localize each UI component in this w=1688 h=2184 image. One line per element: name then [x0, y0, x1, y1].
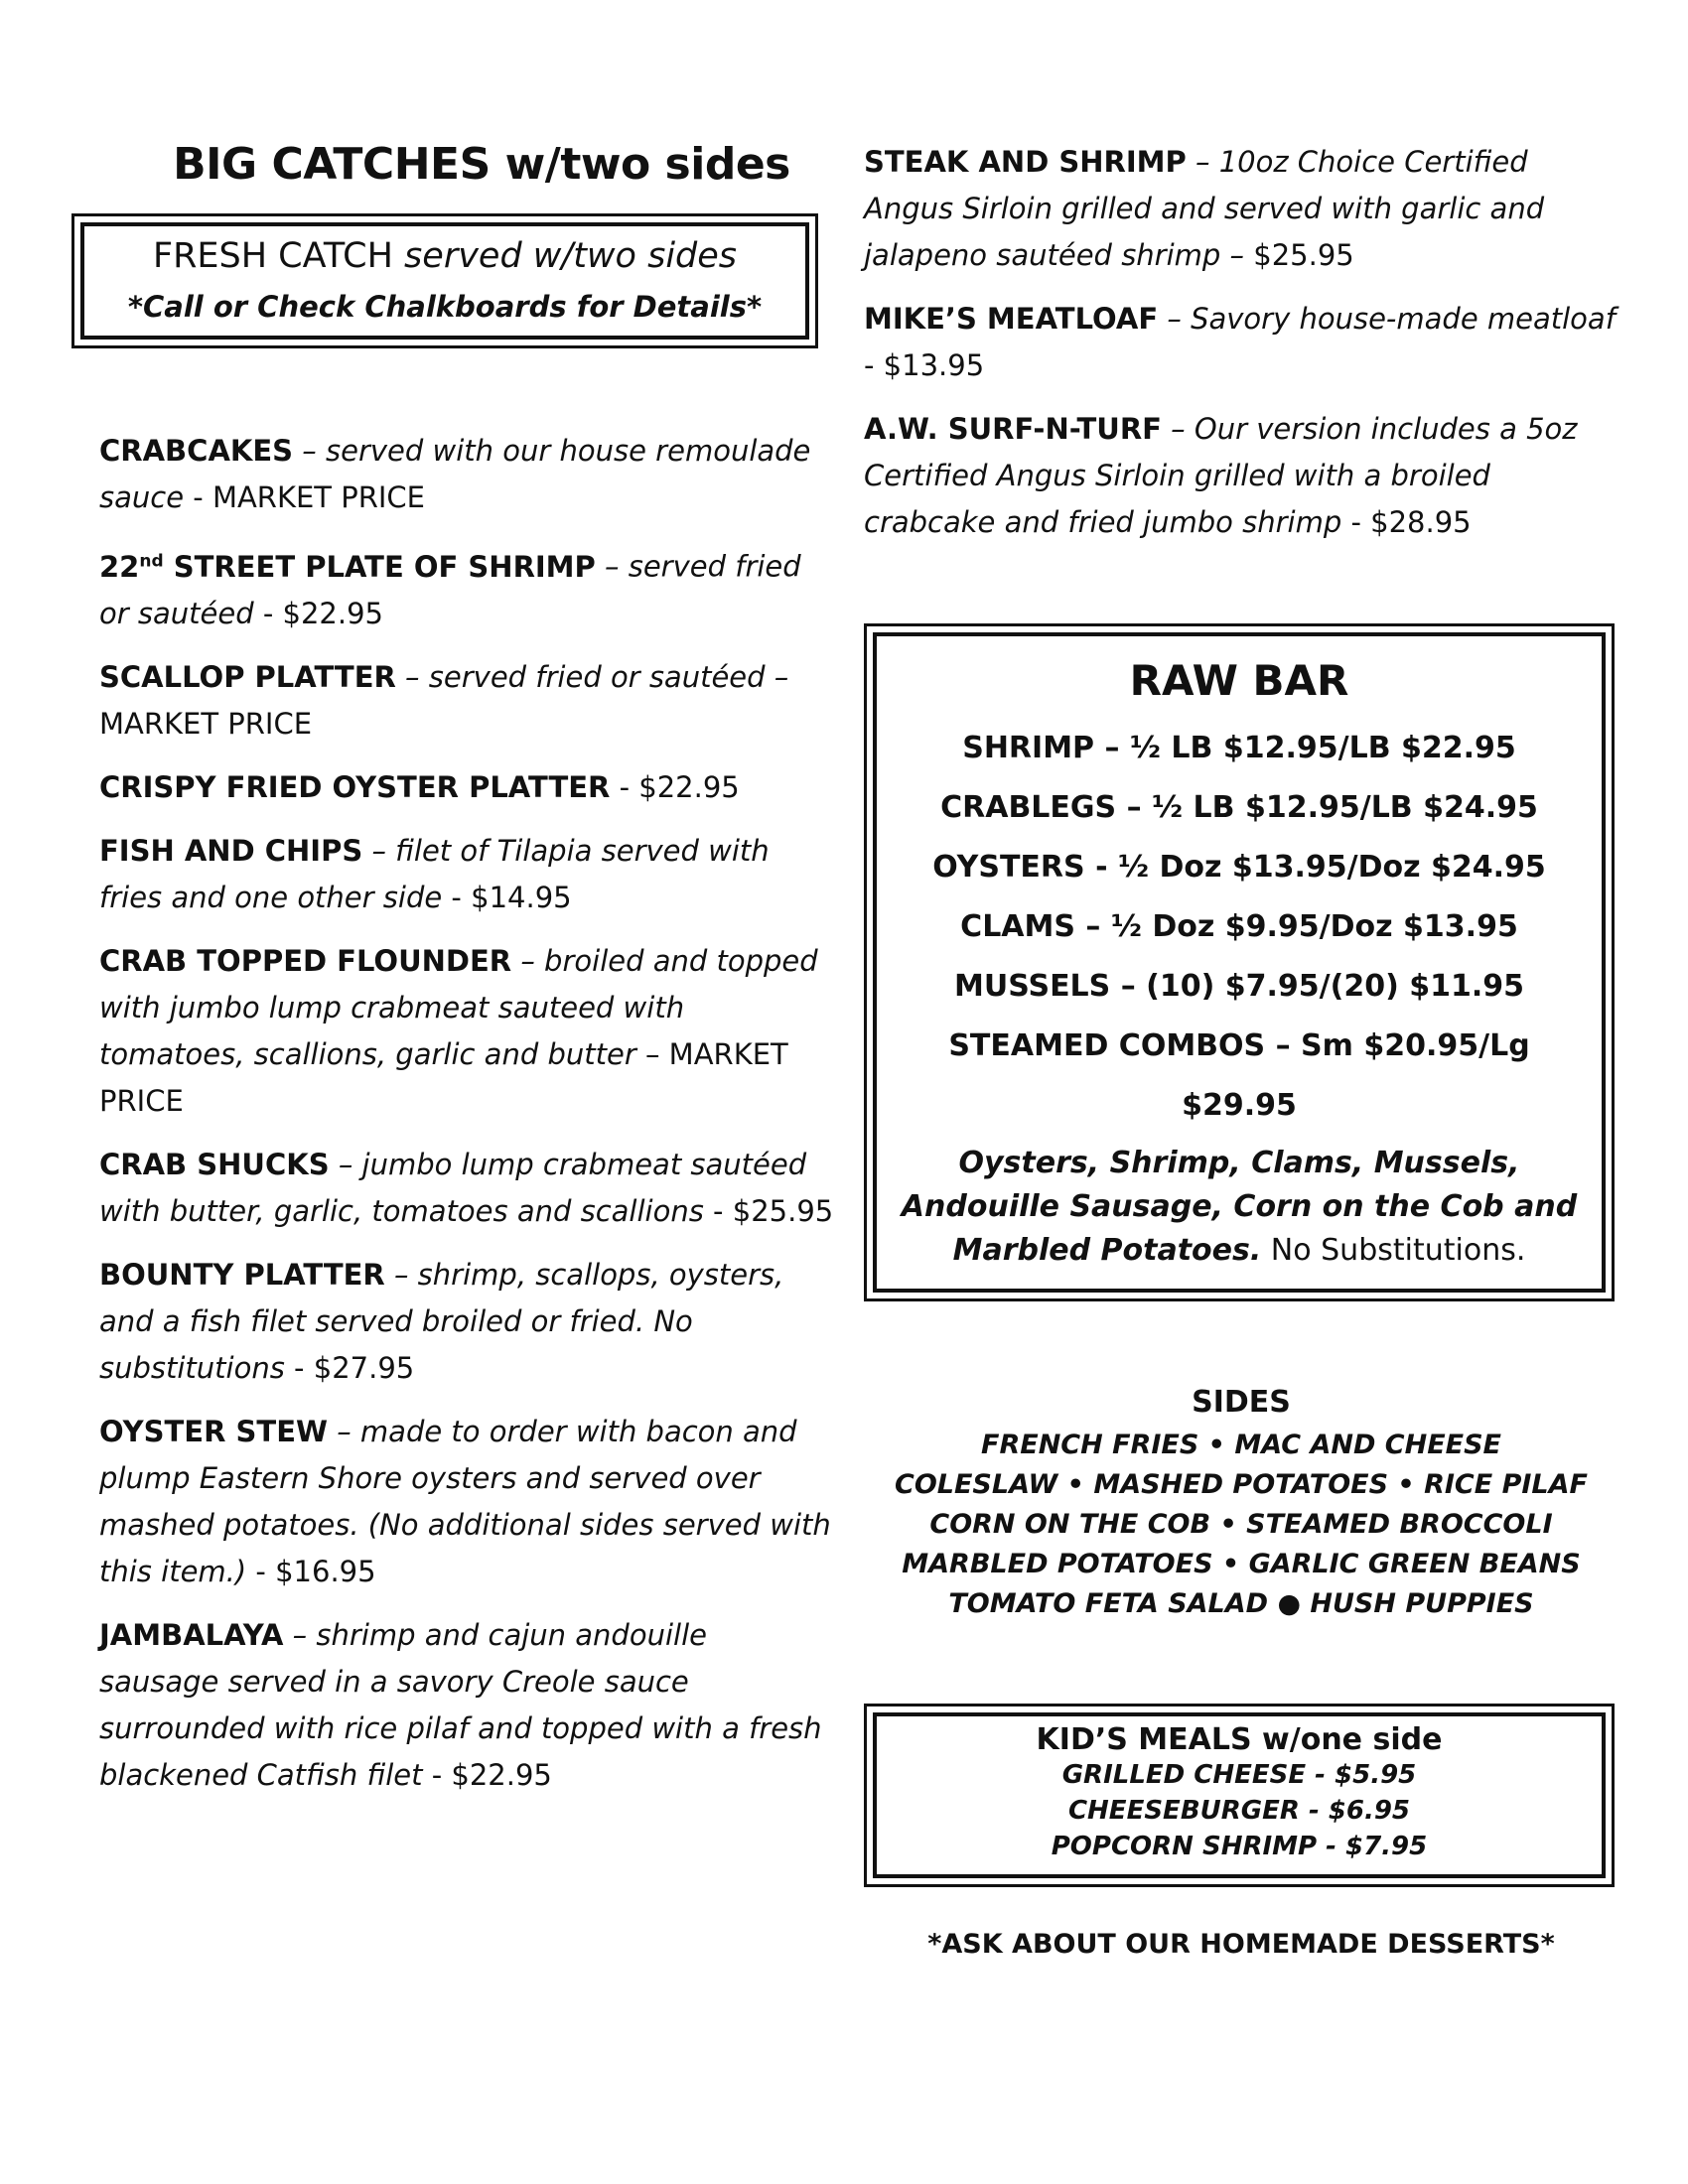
item-desc: – shrimp, scallops, oysters, and a fish filet served broiled or fried. No substitutions	[99, 1257, 784, 1385]
sides-line: MARBLED POTATOES • GARLIC GREEN BEANS	[902, 1549, 1581, 1579]
item-name: FISH AND CHIPS	[99, 833, 363, 868]
fresh-catch-name: FRESH CATCH	[152, 236, 393, 276]
item-price: - $25.95	[703, 1193, 834, 1228]
sides-line: TOMATO FETA SALAD ● HUSH PUPPIES	[948, 1588, 1534, 1619]
item-name: MIKE’S MEATLOAF	[864, 302, 1159, 336]
item-name: BOUNTY PLATTER	[99, 1257, 385, 1292]
item-name-rest: STREET PLATE OF SHRIMP	[163, 549, 596, 584]
raw-bar-box	[864, 623, 1615, 1301]
item-price: MARKET PRICE	[99, 706, 313, 741]
raw-bar-line: CLAMS – ½ Doz $9.95/Doz $13.95	[960, 909, 1518, 944]
menu-item-scallop-platter	[99, 654, 834, 748]
kids-meals-title: KID’S MEALS w/one side	[1036, 1722, 1443, 1757]
kids-meal-item: GRILLED CHEESE - $5.95	[1061, 1760, 1417, 1790]
menu-item-crab-topped-flounder	[99, 938, 834, 1125]
item-price: - $22.95	[253, 596, 383, 630]
item-price: $25.95	[1244, 238, 1354, 272]
no-substitutions: No Substitutions.	[1261, 1233, 1526, 1268]
item-desc: – Our version includes a 5oz Certified Angus Sirloin grilled with a broiled crabcake and fried jumbo shrimp	[864, 412, 1578, 539]
item-price: – MARKET PRICE	[99, 1036, 788, 1118]
sides-line: COLESLAW • MASHED POTATOES • RICE PILAF	[895, 1469, 1588, 1500]
right-column	[864, 139, 1618, 1960]
item-desc: – filet of Tilapia served with fries and one other side	[99, 833, 770, 914]
kids-meals-box	[864, 1704, 1615, 1887]
item-desc: – served fried or sautéed –	[395, 659, 789, 694]
item-name: CRAB TOPPED FLOUNDER	[99, 943, 512, 978]
item-price: - $22.95	[610, 769, 740, 804]
item-name: SCALLOP PLATTER	[99, 659, 396, 694]
item-price: - $13.95	[864, 348, 985, 382]
raw-bar-line: STEAMED COMBOS – Sm $20.95/Lg	[948, 1028, 1530, 1063]
item-desc: – made to order with bacon and plump Eastern Shore oysters and served over mashed potatoes. (No additional sides served with this item.)	[99, 1414, 831, 1588]
item-price: - $16.95	[246, 1554, 376, 1588]
menu-item-fried-oyster-platter	[99, 764, 834, 811]
steamed-combo-note	[887, 1142, 1592, 1273]
item-desc: – served with our house remoulade sauce	[99, 434, 811, 514]
menu-item-mikes-meatloaf	[864, 296, 1618, 389]
kids-meal-item: POPCORN SHRIMP - $7.95	[1051, 1832, 1428, 1861]
raw-bar-title: RAW BAR	[1129, 656, 1349, 705]
steamed-combo-desc: Oysters, Shrimp, Clams, Mussels, Andouille Sausage, Corn on the Cob and Marbled Potatoes.	[901, 1146, 1578, 1268]
item-name-ordinal: nd	[139, 551, 164, 571]
item-price: - $14.95	[442, 880, 572, 914]
menu-item-jambalaya	[99, 1612, 834, 1799]
item-name: JAMBALAYA	[99, 1617, 284, 1652]
item-desc: – jumbo lump crabmeat sautéed with butter, garlic, tomatoes and scallions	[99, 1147, 807, 1228]
item-desc: – 10oz Choice Certified Angus Sirloin grilled and served with garlic and jalapeno sautéed shrimp –	[864, 145, 1545, 272]
fresh-catch-heading	[94, 236, 795, 276]
menu-item-crabcakes	[99, 428, 834, 521]
menu-item-22nd-street-shrimp	[99, 538, 834, 637]
raw-bar-line: SHRIMP – ½ LB $12.95/LB $22.95	[962, 731, 1516, 765]
menu-item-crab-shucks	[99, 1142, 834, 1235]
menu-item-oyster-stew	[99, 1409, 834, 1595]
item-name	[99, 550, 596, 584]
entrees-list	[864, 139, 1618, 546]
item-desc: – served fried or sautéed	[99, 549, 801, 630]
item-desc: – Savory house-made meatloaf	[1158, 302, 1616, 336]
sides-section	[864, 1385, 1618, 1624]
raw-bar-line: $29.95	[1182, 1088, 1297, 1123]
item-name: STEAK AND SHRIMP	[864, 145, 1187, 179]
sides-title: SIDES	[1192, 1385, 1291, 1420]
item-desc: – shrimp and cajun andouille sausage served in a savory Creole sauce surrounded with rice pilaf and topped with a fresh blackened Catfish filet	[99, 1617, 822, 1792]
raw-bar-line: OYSTERS - ½ Doz $13.95/Doz $24.95	[932, 850, 1546, 885]
item-name: A.W. SURF-N-TURF	[864, 412, 1162, 446]
item-price: - $28.95	[1341, 505, 1472, 539]
item-price: - $27.95	[284, 1350, 415, 1385]
left-column	[99, 139, 834, 1816]
item-name: CRISPY FRIED OYSTER PLATTER	[99, 769, 611, 804]
item-desc: – broiled and topped with jumbo lump crabmeat sauteed with tomatoes, scallions, garlic and butter	[99, 943, 818, 1071]
menu-item-steak-and-shrimp	[864, 139, 1618, 279]
sides-line: FRENCH FRIES • MAC AND CHEESE	[981, 1430, 1501, 1460]
raw-bar-line: MUSSELS – (10) $7.95/(20) $11.95	[953, 969, 1525, 1004]
item-name: CRAB SHUCKS	[99, 1147, 330, 1181]
raw-bar-line: CRABLEGS – ½ LB $12.95/LB $24.95	[940, 790, 1538, 825]
fresh-catch-box	[71, 213, 818, 348]
menu-item-bounty-platter	[99, 1252, 834, 1392]
sides-line: CORN ON THE COB • STEAMED BROCCOLI	[929, 1509, 1553, 1540]
item-price: - $22.95	[422, 1757, 552, 1792]
menu-item-fish-and-chips	[99, 828, 834, 921]
fresh-catch-desc: served w/two sides	[392, 236, 738, 276]
kids-meal-item: CHEESEBURGER - $6.95	[1067, 1796, 1411, 1826]
big-catches-list	[99, 428, 834, 1799]
desserts-note: *ASK ABOUT OUR HOMEMADE DESSERTS*	[927, 1929, 1555, 1960]
fresh-catch-note: *Call or Check Chalkboards for Details*	[127, 290, 763, 324]
item-name: OYSTER STEW	[99, 1414, 328, 1448]
item-price: - MARKET PRICE	[184, 480, 425, 514]
menu-item-surf-n-turf	[864, 406, 1618, 546]
item-name: CRABCAKES	[99, 434, 294, 468]
big-catches-title: BIG CATCHES w/two sides	[173, 139, 790, 190]
item-name-number: 22	[99, 549, 140, 584]
